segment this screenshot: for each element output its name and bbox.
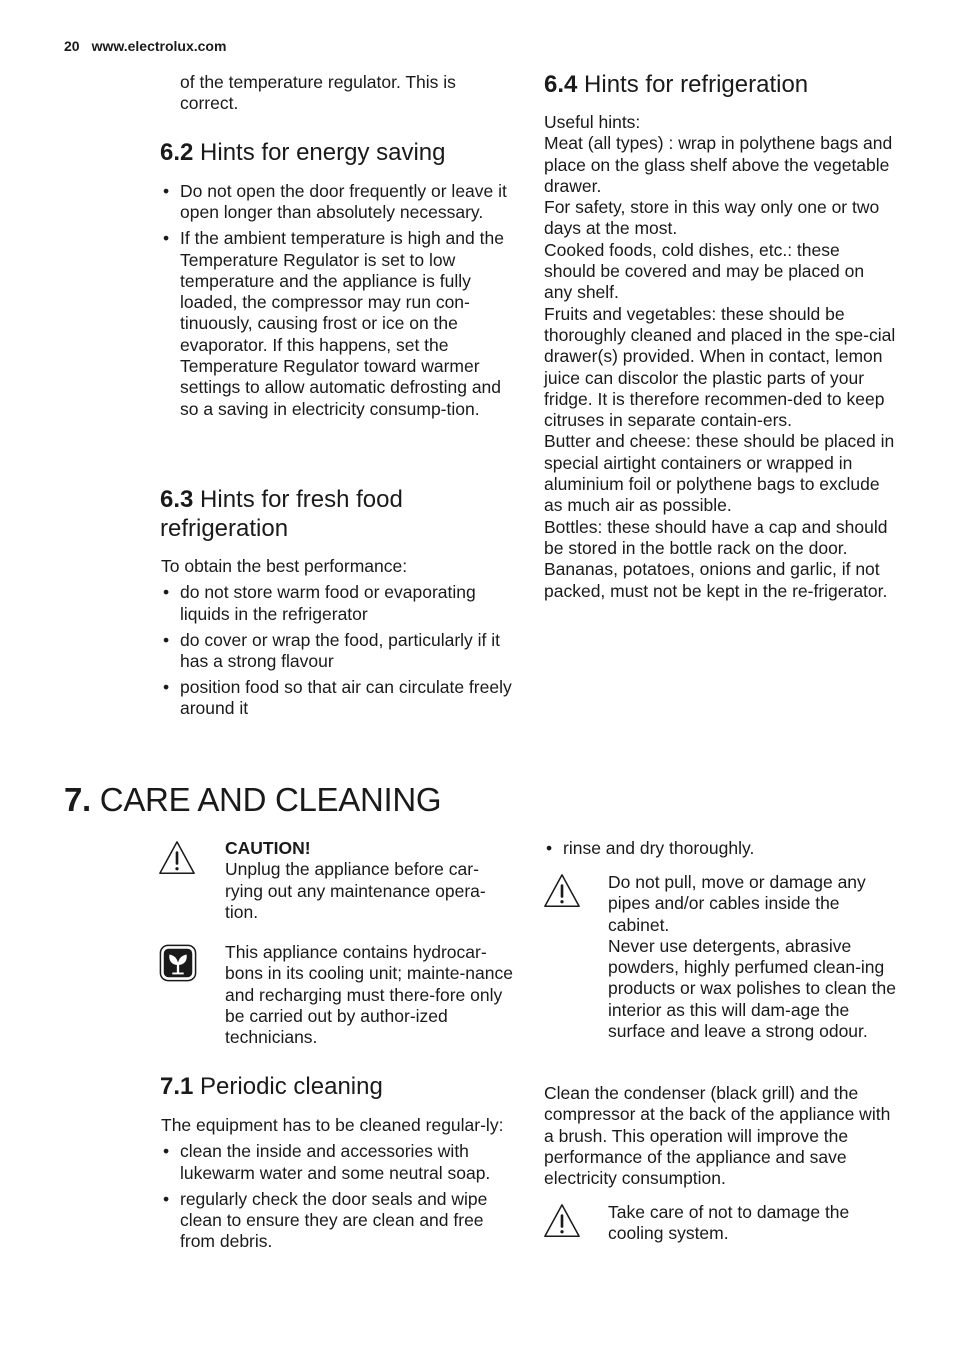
environment-protection-icon (159, 944, 197, 982)
environment-note: This appliance contains hydrocar-bons in its cooling unit; mainte-nance and recharging must there-fore only be carried out by author-ized technicians. (225, 942, 513, 1048)
condenser-paragraph: Clean the condenser (black grill) and the compressor at the back of the appliance with a brush. This operation will improve the performance of the appliance and save electricity consumption. (544, 1083, 891, 1189)
section-6-3-heading: 6.3 Hints for fresh food refrigeration (160, 486, 403, 542)
section-7-1-body (161, 1115, 513, 1257)
cooling-system-warning-note: Take care of not to damage the cooling system. (608, 1202, 850, 1244)
section-6-3-body (161, 556, 513, 724)
list-item: • do cover or wrap the food, particularly if it has a strong flavour (161, 630, 513, 673)
caution-text: Unplug the appliance before car-rying out any maintenance opera-tion. (225, 859, 486, 922)
website-url: www.electrolux.com (91, 38, 227, 54)
section-7-1-continued-list (544, 838, 896, 864)
section-6-4-heading: 6.4 Hints for refrigeration (544, 71, 809, 98)
caution-note (225, 838, 513, 923)
paragraph: Butter and cheese: these should be placed in special airtight containers or wrapped in aluminium foil or polythene bags to exclude as much air as possible. (544, 431, 895, 516)
continued-paragraph: of the temperature regulator. This is correct. (180, 72, 456, 114)
paragraph: For safety, store in this way only one or two days at the most. (544, 197, 880, 239)
chapter-7-heading: 7. CARE AND CLEANING (64, 781, 442, 818)
list-item: • clean the inside and accessories with lukewarm water and some neutral soap. (161, 1141, 513, 1184)
warning-triangle-icon (543, 873, 581, 911)
paragraph: Bottles: these should have a cap and should be stored in the bottle rack on the door. (544, 516, 888, 558)
caution-heading: CAUTION! (225, 838, 311, 858)
section-7-1-intro: The equipment has to be cleaned regular-ly: (161, 1115, 504, 1135)
section-6-2-heading: 6.2 Hints for energy saving (160, 139, 446, 166)
section-6-2-list (161, 181, 513, 425)
page-header (64, 38, 226, 54)
list-item: • position food so that air can circulate freely around it (161, 677, 513, 720)
warning-triangle-icon (543, 1203, 581, 1241)
list-item: • regularly check the door seals and wipe clean to ensure they are clean and free from debris. (161, 1189, 513, 1253)
list-item: • If the ambient temperature is high and the Temperature Regulator is set to low temperature and the appliance is fully loaded, the compressor may run con-tinuously, causing frost or ice on the evaporator. If this happens, set the Temperature Regulator toward warmer settings to allow automatic defrosting and so a saving in electricity consump-tion. (161, 228, 513, 420)
paragraph: Fruits and vegetables: these should be thoroughly cleaned and placed in the spe-cial drawer(s) provided. When in contact, lemon juice can discolor the plastic parts of your fridge. It is therefore recommen-ded to keep citruses in separate contain-ers. (544, 303, 896, 431)
warning-triangle-icon (158, 840, 196, 878)
section-6-4-body (544, 112, 896, 602)
paragraph: Meat (all types) : wrap in polythene bags and place on the glass shelf above the vegetable drawer. (544, 133, 893, 196)
section-6-3-intro: To obtain the best performance: (161, 556, 408, 576)
page-number: 20 (64, 38, 80, 54)
list-item: • rinse and dry thoroughly. (544, 838, 896, 859)
list-item: • do not store warm food or evaporating liquids in the refrigerator (161, 582, 513, 625)
list-item: • Do not open the door frequently or leave it open longer than absolutely necessary. (161, 181, 513, 224)
paragraph: Cooked foods, cold dishes, etc.: these should be covered and may be placed on any shelf. (544, 239, 865, 303)
paragraph: Bananas, potatoes, onions and garlic, if not packed, must not be kept in the re-frigerator. (544, 559, 888, 601)
cabinet-warning-note: Do not pull, move or damage any pipes and/or cables inside the cabinet. Never use detergents, abrasive powders, highly perfumed clean-ing products or wax polishes to clean the interior as this will dam-age the surface and leave a strong odour. (608, 872, 896, 1042)
section-7-1-heading: 7.1 Periodic cleaning (160, 1073, 383, 1100)
paragraph: Useful hints: (544, 112, 641, 132)
